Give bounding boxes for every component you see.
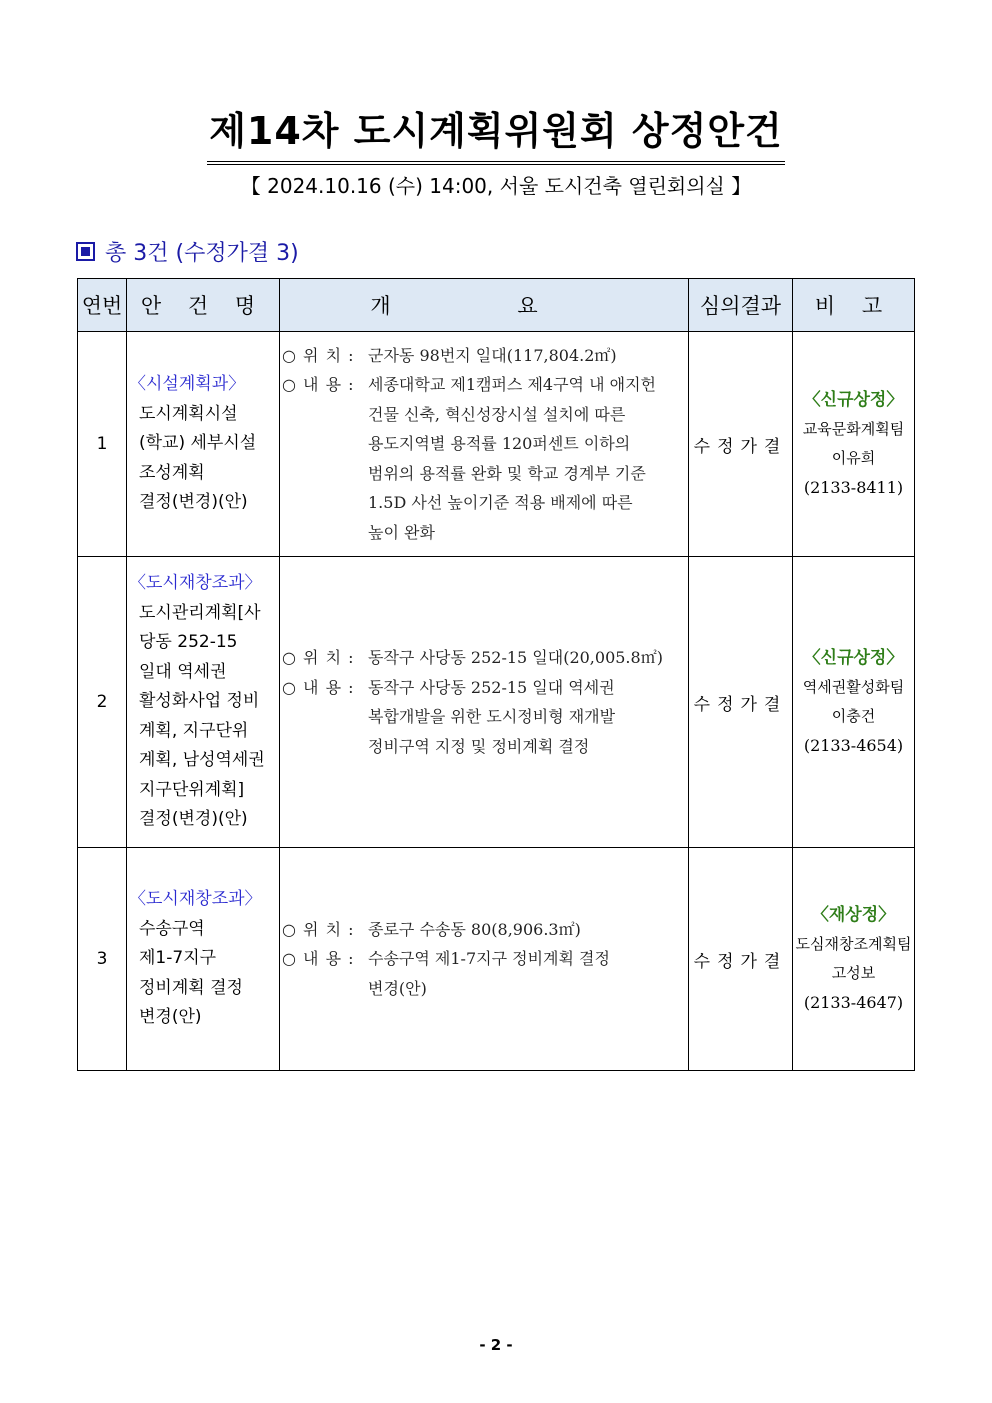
location-value: 군자동 98번지 일대(117,804.2㎡) xyxy=(368,345,617,365)
department: 〈도시재창조과〉 xyxy=(129,573,262,594)
review-result: 수정가결 xyxy=(689,332,793,557)
agenda-table xyxy=(77,278,915,1071)
title-line: 제1-7지구 xyxy=(139,948,217,969)
header-title: 안 건 명 xyxy=(127,279,280,332)
row-number: 3 xyxy=(78,848,127,1071)
title-line: (학교) 세부시설 xyxy=(139,433,257,454)
title-line: 계획, 남성역세권 xyxy=(139,750,265,771)
overview xyxy=(280,332,689,557)
page-title-wrap xyxy=(0,100,992,165)
department: 〈도시재창조과〉 xyxy=(129,889,262,910)
phone-number: (2133-4647) xyxy=(803,993,904,1012)
title-line: 수송구역 xyxy=(139,918,205,939)
summary-text: 총 3건 (수정가결 3) xyxy=(105,241,299,266)
page-number: - 2 - xyxy=(479,1336,513,1354)
content-text: 변경(안) xyxy=(368,978,427,998)
content-text: 높이 완화 xyxy=(368,522,435,542)
location-line xyxy=(282,915,688,945)
agenda-title xyxy=(127,848,280,1071)
content-label: ○ 내 용 : xyxy=(282,677,355,697)
agenda-title xyxy=(127,332,280,557)
page-title: 제14차 도시계획위원회 상정안건 xyxy=(207,100,785,165)
agenda-title xyxy=(127,557,280,848)
status-badge: 〈신규상정〉 xyxy=(803,390,904,410)
content-text: 동작구 사당동 252-15 일대 역세권 xyxy=(368,677,615,697)
header-overview: 개 요 xyxy=(280,279,689,332)
title-line: 계획, 지구단위 xyxy=(139,720,249,741)
content-line xyxy=(282,673,688,703)
team-name: 도심재창조계획팀 xyxy=(795,935,912,953)
team-name: 역세권활성화팀 xyxy=(802,678,905,696)
title-line: 지구단위계획] xyxy=(139,779,245,800)
overview xyxy=(280,848,689,1071)
location-value: 종로구 수송동 80(8,906.3㎡) xyxy=(368,919,581,939)
table-row xyxy=(78,557,915,848)
content-text: 정비구역 지정 및 정비계획 결정 xyxy=(368,736,590,756)
location-label: ○ 위 치 : xyxy=(282,919,355,939)
content-line xyxy=(282,944,688,974)
title-line: 조성계획 xyxy=(139,462,205,483)
title-line: 활성화사업 정비 xyxy=(139,691,260,712)
title-line: 도시관리계획[사 xyxy=(139,602,261,623)
title-line: 당동 252-15 xyxy=(139,632,238,653)
title-line: 변경(안) xyxy=(139,1007,202,1028)
person-name: 이유희 xyxy=(831,449,876,467)
content-text: 복합개발을 위한 도시정비형 재개발 xyxy=(368,707,616,726)
department: 〈시설계획과〉 xyxy=(129,374,246,395)
table-row xyxy=(78,848,915,1071)
content-label: ○ 내 용 : xyxy=(282,375,355,395)
location-label: ○ 위 치 : xyxy=(282,345,355,365)
row-number: 1 xyxy=(78,332,127,557)
content-text: 용도지역별 용적률 120퍼센트 이하의 xyxy=(368,434,631,454)
review-result: 수정가결 xyxy=(689,557,793,848)
review-result: 수정가결 xyxy=(689,848,793,1071)
title-line: 결정(변경)(안) xyxy=(139,492,248,513)
content-text: 건물 신축, 혁신성장시설 설치에 따른 xyxy=(368,404,626,424)
title-line: 도시계획시설 xyxy=(139,403,238,424)
header-no: 연번 xyxy=(78,279,127,332)
header-remarks: 비 고 xyxy=(793,279,915,332)
title-line: 결정(변경)(안) xyxy=(139,809,248,830)
location-label: ○ 위 치 : xyxy=(282,648,355,667)
meeting-info: 【 2024.10.16 (수) 14:00, 서울 도시건축 열린회의실 】 xyxy=(240,174,752,198)
phone-number: (2133-4654) xyxy=(803,736,904,755)
row-number: 2 xyxy=(78,557,127,848)
person-name: 이충건 xyxy=(831,707,876,725)
content-text: 수송구역 제1-7지구 정비계획 결정 xyxy=(368,949,610,969)
location-line xyxy=(282,643,688,673)
overview xyxy=(280,557,689,848)
phone-number: (2133-8411) xyxy=(803,478,904,497)
remarks xyxy=(793,848,915,1071)
person-name: 고성보 xyxy=(831,964,876,982)
header-result: 심의결과 xyxy=(689,279,793,332)
content-text: 세종대학교 제1캠퍼스 제4구역 내 애지헌 xyxy=(368,375,656,395)
remarks xyxy=(793,557,915,848)
summary xyxy=(76,236,299,267)
filled-square-icon xyxy=(76,242,95,261)
content-label: ○ 내 용 : xyxy=(282,949,355,969)
content-text: 범위의 용적률 완화 및 학교 경계부 기준 xyxy=(368,463,646,483)
title-line: 일대 역세권 xyxy=(139,661,227,682)
status-badge: 〈재상정〉 xyxy=(811,905,896,925)
location-value: 동작구 사당동 252-15 일대(20,005.8㎡) xyxy=(368,648,663,667)
content-text: 1.5D 사선 높이기준 적용 배제에 따른 xyxy=(368,493,633,513)
location-line xyxy=(282,341,688,371)
table-row xyxy=(78,332,915,557)
team-name: 교육문화계획팀 xyxy=(802,420,905,438)
content-line xyxy=(282,370,688,400)
table-header-row xyxy=(78,279,915,332)
status-badge: 〈신규상정〉 xyxy=(803,648,904,668)
remarks xyxy=(793,332,915,557)
title-line: 정비계획 결정 xyxy=(139,977,243,998)
